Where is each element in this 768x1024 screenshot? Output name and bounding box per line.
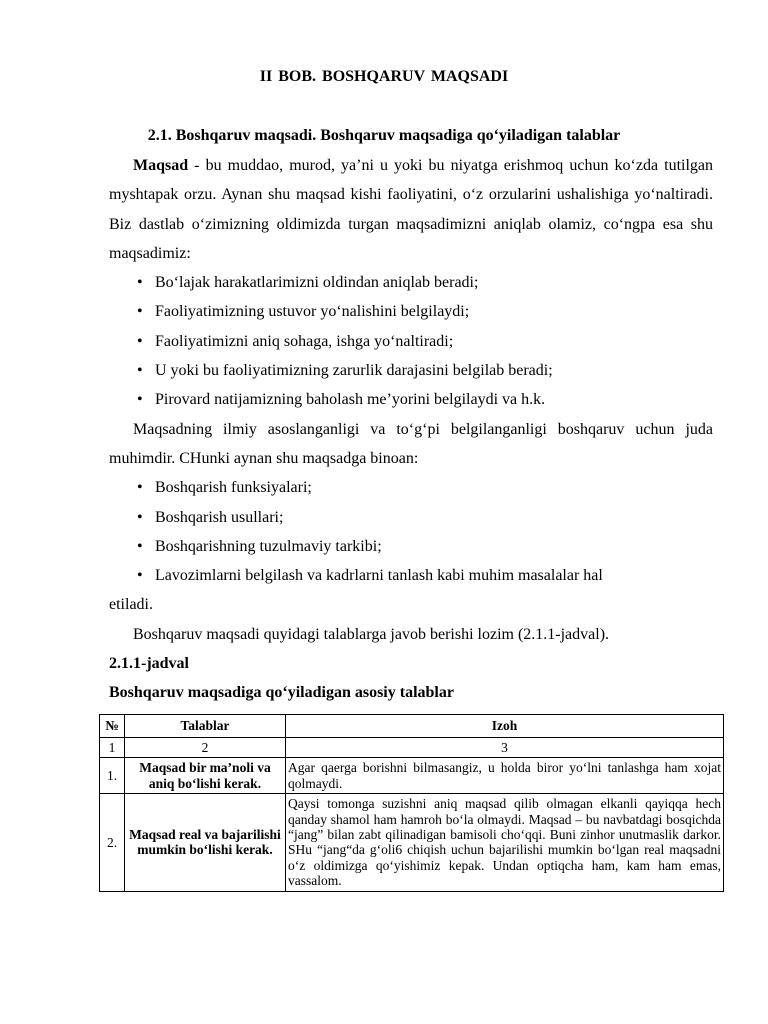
row-izoh: Qaysi tomonga suzishni aniq maqsad qilib olmagan elkanli qayiqqa hech qanday shamol ham hamroh bo‘la olmaydi. Maqsad – bu navbatdagi bosqichda “jang” bilan zabt qilinadigan bamisoli cho‘qqi. Buni zinhor unutmaslik darkor. SHu “jang“da g‘oli6 chiqish uchun bajarilishi mumkin bo‘lgan real maqsadni o‘z oldimizga qo‘yishimiz kepak. Undan optiqcha ham, kam ham emas, vassalom. <box>286 794 724 891</box>
list-item: • Lavozimlarni belgilash va kadrlarni tanlash kabi muhim masalalar hal <box>137 567 603 585</box>
paragraph-2: Maqsadning ilmiy asoslanganligi va to‘g‘pi belgilanganligi boshqaruv uchun juda muhimdir. CHunki aynan shu maqsadga binoan: <box>109 420 713 467</box>
list-item: • U yoki bu faoliyatimizning zarurlik darajasini belgilab beradi; <box>137 362 553 380</box>
intro-paragraph <box>109 151 713 268</box>
row-izoh: Agar qaerga borishni bilmasangiz, u holda biror yo‘lni tanlashga ham xojat qolmaydi. <box>286 758 724 794</box>
index-cell: 2 <box>125 738 286 758</box>
table-number: 2.1.1-jadval <box>109 655 189 673</box>
bullet-list-2 <box>109 473 713 590</box>
table-row <box>100 794 724 891</box>
paragraph-3: Boshqaruv maqsadi quyidagi talablarga javob berishi lozim (2.1.1-jadval). <box>133 625 610 643</box>
row-number: 2. <box>100 794 125 891</box>
intro-text: - bu muddao, murod, ya’ni u yoki bu niyatga erishmoq uchun ko‘zda tutilgan myshtapak orzu. Aynan shu maqsad kishi faoliyatini, o‘z orzularini ushalishiga yo‘naltiradi. Biz dastlab o‘zimizning oldimizda turgan maqsadimizni aniqlab olamiz, co‘ngpa esa shu maqsadimiz: <box>109 157 713 262</box>
section-title: 2.1. Boshqaruv maqsadi. Boshqaruv maqsadiga qo‘yiladigan talablar <box>147 127 621 144</box>
row-number: 1. <box>100 758 125 794</box>
list-item: • Pirovard natijamizning baholash me’yorini belgilaydi va h.k. <box>137 391 546 409</box>
intro-term: Maqsad <box>133 157 189 174</box>
bullet-tail: etiladi. <box>109 596 153 614</box>
document-body <box>109 151 713 708</box>
index-cell: 1 <box>100 738 125 758</box>
requirements-table <box>99 714 724 892</box>
list-item: • Boshqarish funksiyalari; <box>137 479 312 497</box>
list-item: • Bo‘lajak harakatlarimizni oldindan aniqlab beradi; <box>137 274 479 292</box>
header-talablar: Talablar <box>125 715 286 738</box>
header-number: № <box>100 715 125 738</box>
list-item: • Boshqarish usullari; <box>137 508 284 526</box>
table-header-row <box>100 715 724 738</box>
table-row <box>100 758 724 794</box>
list-item: • Faoliyatimizni aniq sohaga, ishga yo‘naltiradi; <box>137 332 454 350</box>
list-item: • Faoliyatimizning ustuvor yo‘nalishini belgilaydi; <box>137 303 470 321</box>
table-index-row <box>100 738 724 758</box>
bullet-list-1 <box>109 268 713 414</box>
chapter-title: II BOB. BOSHQARUV MAQSADI <box>259 68 509 85</box>
index-cell: 3 <box>286 738 724 758</box>
list-item: • Boshqarishning tuzulmaviy tarkibi; <box>137 537 382 555</box>
row-talab: Maqsad real va bajarilishi mumkin bo‘lishi kerak. <box>125 794 286 891</box>
table-title: Boshqaruv maqsadiga qo‘yiladigan asosiy talablar <box>109 684 454 702</box>
header-izoh: Izoh <box>286 715 724 738</box>
row-talab: Maqsad bir ma’noli va aniq bo‘lishi kerak. <box>125 758 286 794</box>
